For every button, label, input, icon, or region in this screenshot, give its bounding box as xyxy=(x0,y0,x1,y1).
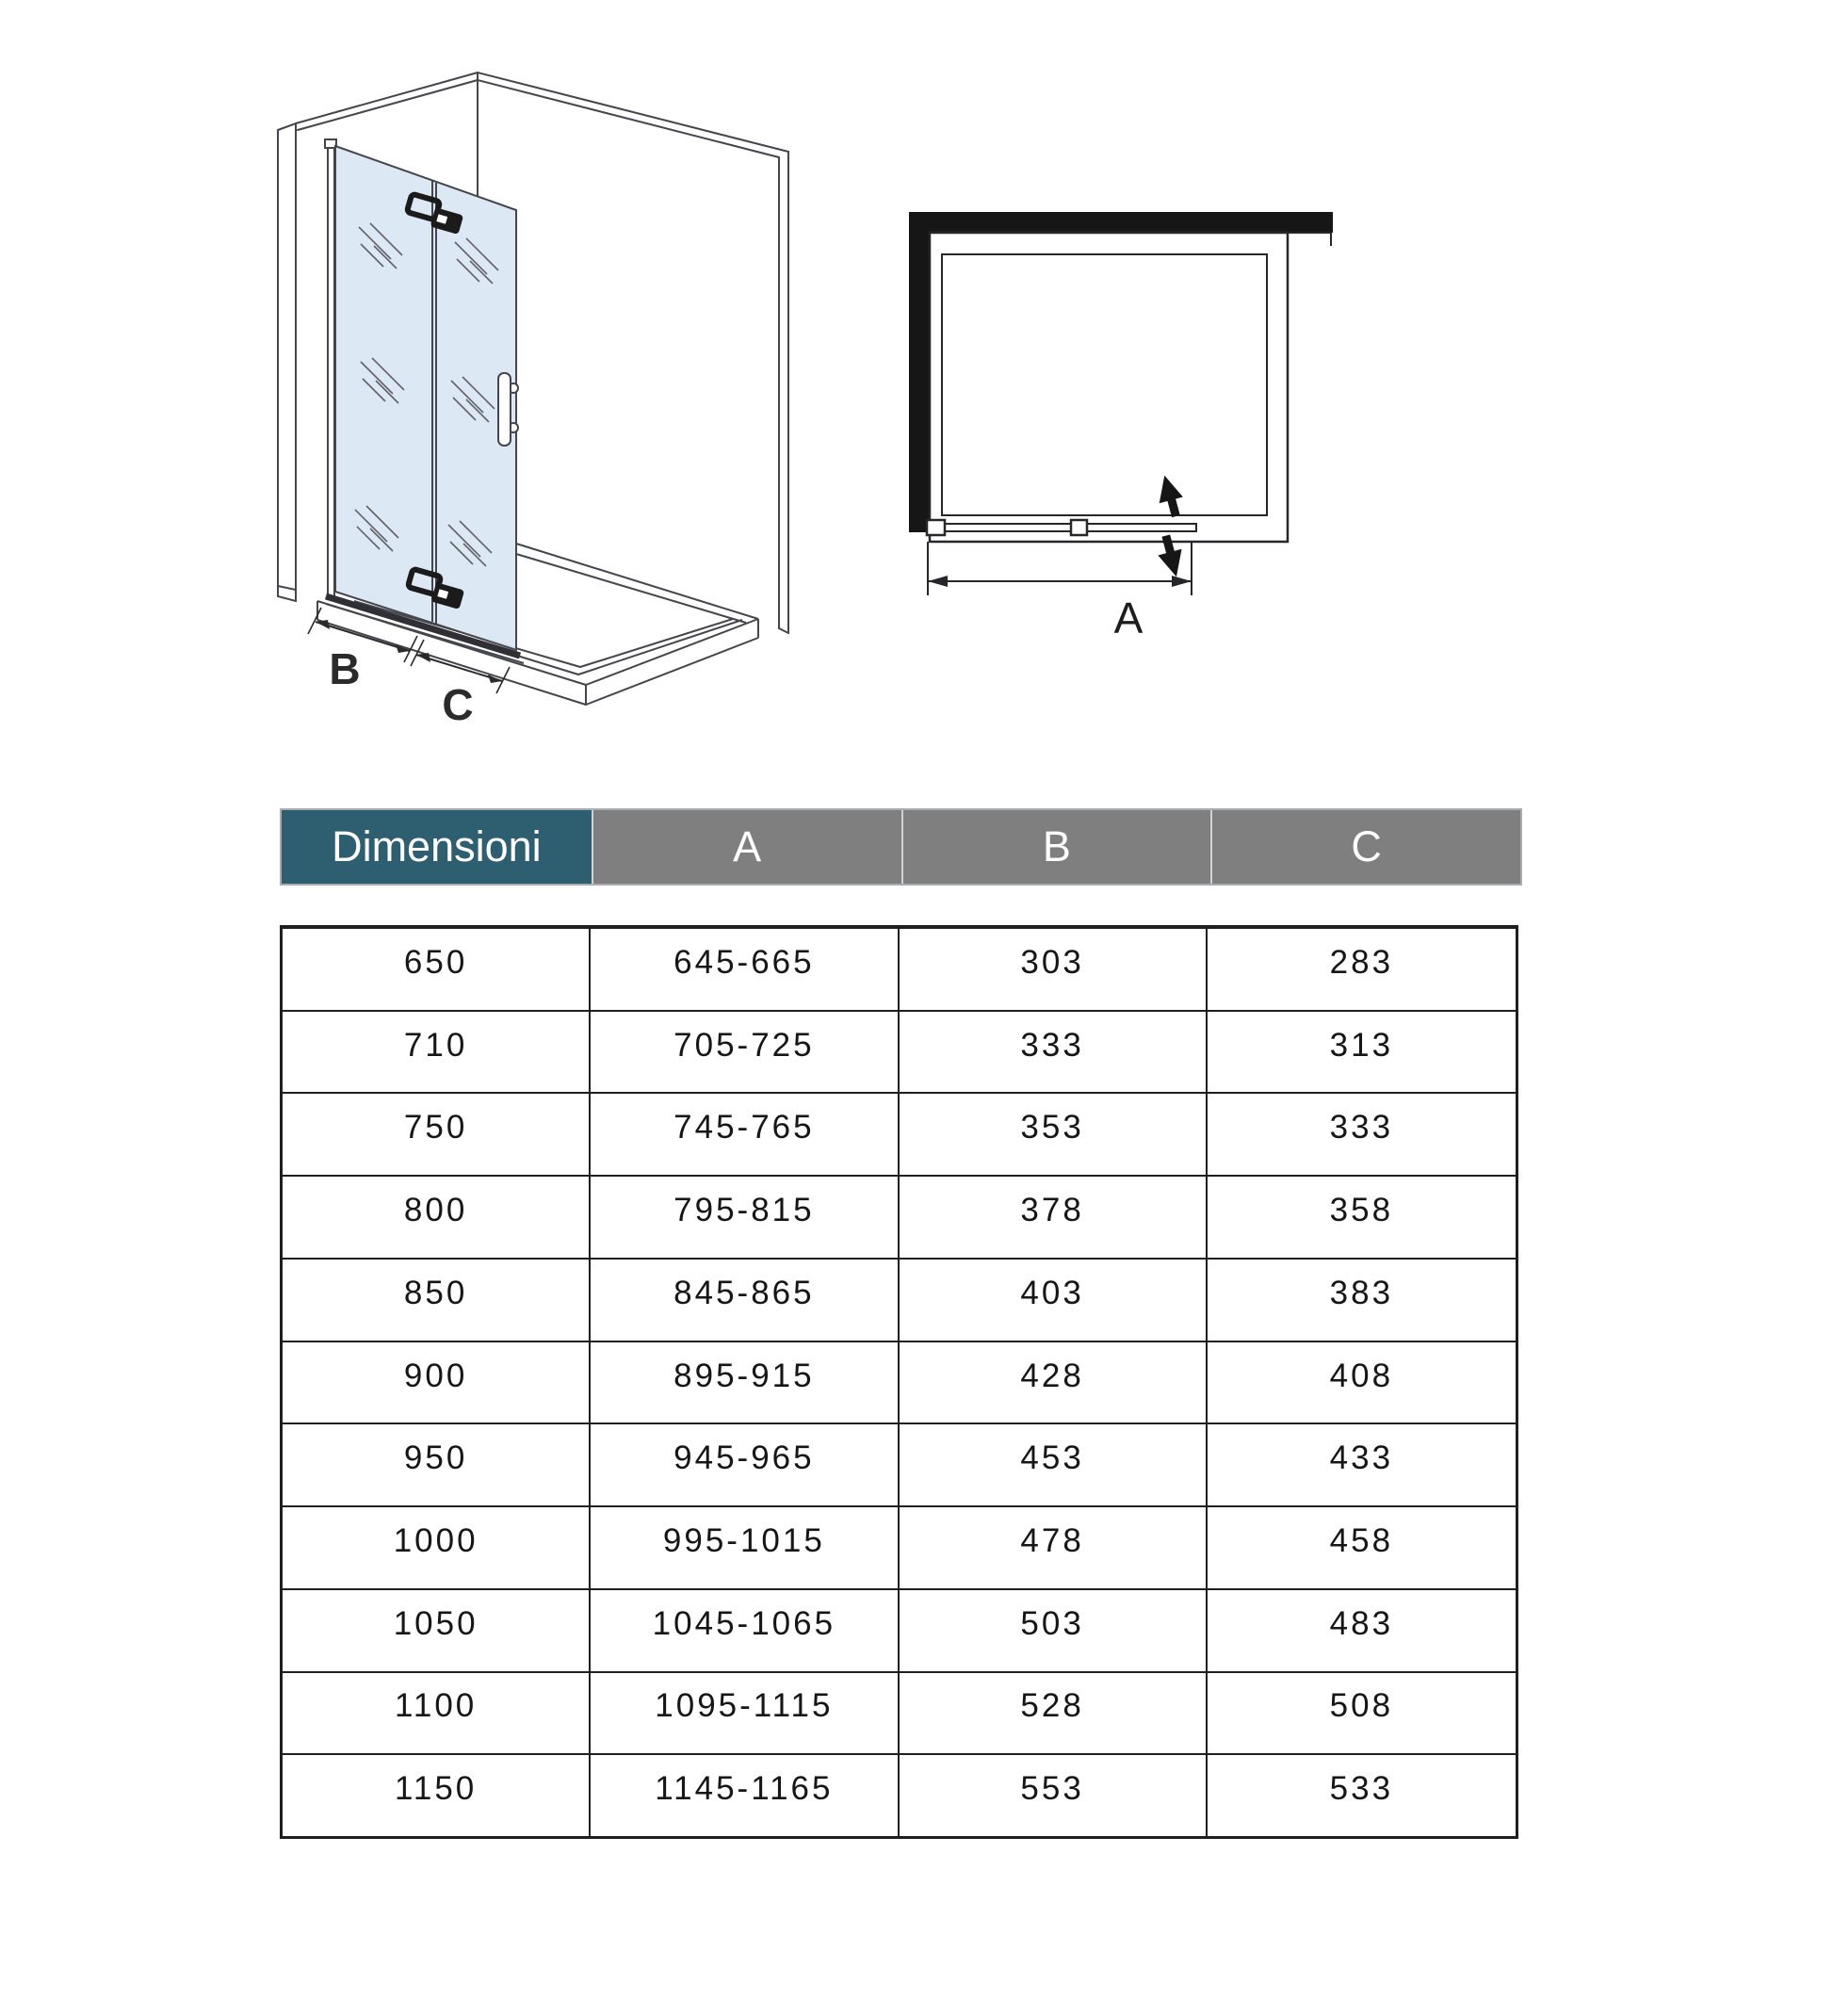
table-cell: 1000 xyxy=(283,1507,591,1588)
table-cell: 795-815 xyxy=(591,1177,899,1258)
table-cell: 503 xyxy=(900,1590,1208,1671)
table-cell: 478 xyxy=(900,1507,1208,1588)
dimension-a xyxy=(928,542,1192,642)
shower-plan-diagram xyxy=(885,170,1545,659)
table-cell: 850 xyxy=(283,1260,591,1341)
table-row xyxy=(283,1755,1516,1836)
table-cell: 1100 xyxy=(283,1673,591,1754)
table-row xyxy=(283,1673,1516,1756)
table-cell: 358 xyxy=(1329,1192,1394,1229)
table-cell: 553 xyxy=(900,1755,1208,1836)
table-cell: 353 xyxy=(900,1094,1208,1175)
table-cell: 645-665 xyxy=(591,929,899,1010)
table-cell: 403 xyxy=(900,1260,1208,1341)
table-cell: 383 xyxy=(1329,1274,1394,1311)
table-cell: 313 xyxy=(1329,1026,1394,1064)
wall-hinge-block xyxy=(927,520,945,535)
table-row xyxy=(283,929,1516,1012)
fold-hinge-block xyxy=(1071,520,1087,535)
table-row xyxy=(283,1507,1516,1590)
table-cell: 705-725 xyxy=(591,1012,899,1093)
label-a: A xyxy=(1113,593,1144,642)
table-cell: 483 xyxy=(1329,1604,1394,1642)
dimension-table-header xyxy=(280,808,1522,886)
table-cell: 650 xyxy=(283,929,591,1010)
table-cell: 303 xyxy=(900,929,1208,1010)
table-cell: 950 xyxy=(283,1424,591,1505)
header-cell-a: A xyxy=(592,810,901,884)
table-cell: 508 xyxy=(1329,1687,1394,1725)
table-cell: 453 xyxy=(900,1424,1208,1505)
table-cell: 800 xyxy=(283,1177,591,1258)
table-cell: 433 xyxy=(1329,1439,1394,1477)
spec-table-body xyxy=(280,925,1518,1839)
table-cell: 283 xyxy=(1329,943,1394,981)
swing-arrow-out-icon xyxy=(1154,532,1189,579)
table-cell: 333 xyxy=(1329,1109,1394,1146)
table-cell: 428 xyxy=(900,1342,1208,1423)
table-cell: 528 xyxy=(900,1673,1208,1754)
glass-door-panels xyxy=(326,146,524,663)
table-cell: 895-915 xyxy=(591,1342,899,1423)
left-wall xyxy=(909,212,930,532)
glass-door-plan xyxy=(927,520,1196,535)
tray-inner-outline xyxy=(942,254,1267,515)
table-row xyxy=(283,1590,1516,1673)
table-cell: 408 xyxy=(1329,1357,1394,1394)
table-row xyxy=(283,1342,1516,1425)
table-cell: 710 xyxy=(283,1012,591,1093)
table-cell: 995-1015 xyxy=(591,1507,899,1588)
table-row xyxy=(283,1424,1516,1507)
header-cell-b: B xyxy=(901,810,1211,884)
table-cell: 533 xyxy=(1329,1770,1394,1808)
table-cell: 458 xyxy=(1329,1522,1394,1559)
table-row xyxy=(283,1012,1516,1095)
table-cell: 1145-1165 xyxy=(591,1755,899,1836)
table-cell: 900 xyxy=(283,1342,591,1423)
label-b: B xyxy=(329,644,361,693)
shower-isometric-diagram xyxy=(217,28,857,744)
table-cell: 945-965 xyxy=(591,1424,899,1505)
table-row xyxy=(283,1094,1516,1177)
tray-outer-outline xyxy=(930,233,1288,542)
label-c: C xyxy=(442,680,474,729)
table-cell: 1150 xyxy=(283,1755,591,1836)
table-cell: 745-765 xyxy=(591,1094,899,1175)
table-cell: 378 xyxy=(900,1177,1208,1258)
header-cell-c: C xyxy=(1210,810,1520,884)
table-cell: 333 xyxy=(900,1012,1208,1093)
table-row xyxy=(283,1260,1516,1342)
table-cell: 845-865 xyxy=(591,1260,899,1341)
top-wall xyxy=(909,212,1333,233)
header-cell-dimensioni: Dimensioni xyxy=(282,810,592,884)
table-row xyxy=(283,1177,1516,1260)
table-cell: 1050 xyxy=(283,1590,591,1671)
table-cell: 1045-1065 xyxy=(591,1590,899,1671)
table-cell: 1095-1115 xyxy=(591,1673,899,1754)
table-cell: 750 xyxy=(283,1094,591,1175)
swing-arrow-in-icon xyxy=(1153,472,1188,519)
